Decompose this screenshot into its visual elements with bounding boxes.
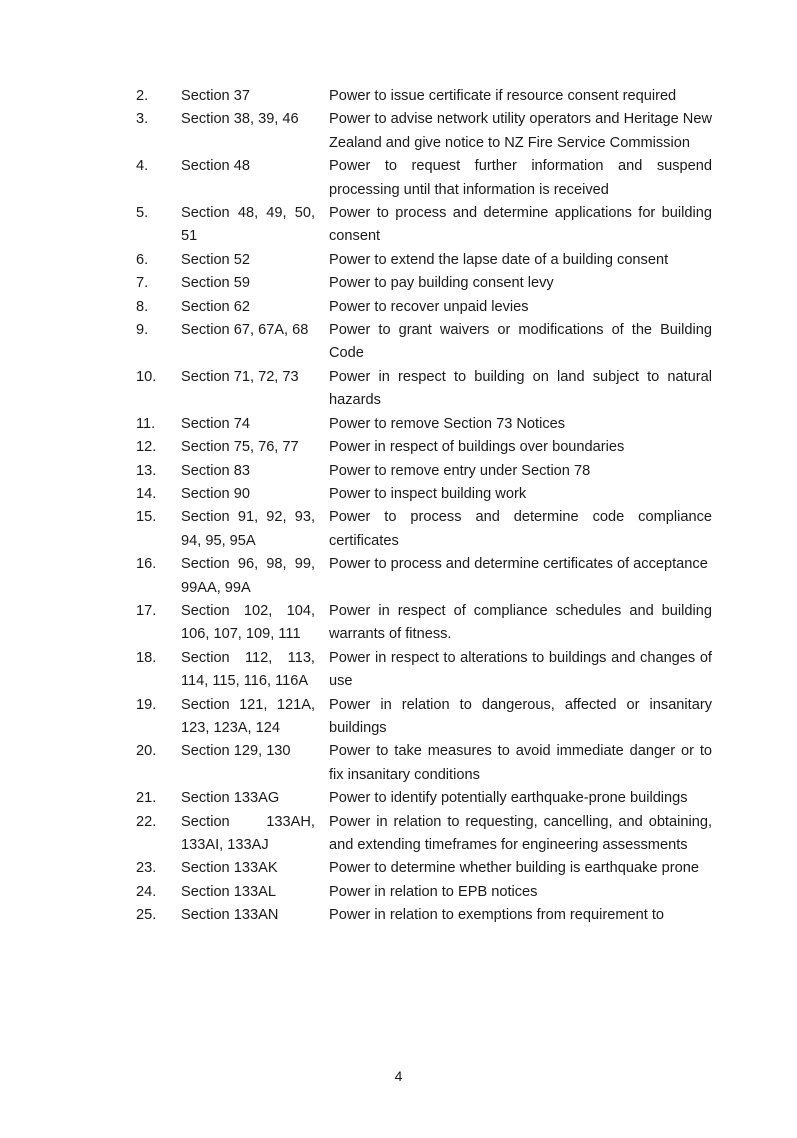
power-description: Power in relation to EPB notices bbox=[329, 883, 538, 900]
power-description: Power to grant waivers or modifications of the Building Code bbox=[329, 322, 712, 362]
power-description: Power in relation to dangerous, affected or insanitary buildings bbox=[329, 696, 712, 736]
row-number: 9. bbox=[136, 322, 149, 339]
section-reference: Section 121, 121A, 123, 123A, 124 bbox=[181, 696, 315, 736]
section-reference: Section 48, 49, 50, 51 bbox=[181, 205, 315, 245]
table-row bbox=[136, 108, 712, 155]
row-number: 22. bbox=[136, 813, 157, 830]
table-row bbox=[136, 413, 712, 436]
section-reference: Section 38, 39, 46 bbox=[181, 111, 299, 128]
row-number: 25. bbox=[136, 907, 157, 924]
section-reference: Section 96, 98, 99, 99AA, 99A bbox=[181, 556, 315, 596]
power-description: Power in respect of compliance schedules and building warrants of fitness. bbox=[329, 602, 712, 643]
power-description: Power to process and determine code compliance certificates bbox=[329, 509, 712, 549]
table-row bbox=[136, 155, 712, 202]
page-number: 4 bbox=[394, 1068, 403, 1084]
power-description: Power in relation to requesting, cancelling, and obtaining, and extending timeframes for engineering assessments bbox=[329, 813, 712, 853]
row-number: 16. bbox=[136, 556, 157, 573]
table-row bbox=[136, 600, 712, 647]
power-description: Power to issue certificate if resource consent required bbox=[329, 88, 677, 104]
section-reference: Section 52 bbox=[181, 251, 250, 268]
table-row bbox=[136, 202, 712, 249]
row-number: 12. bbox=[136, 439, 157, 456]
table-row bbox=[136, 647, 712, 694]
power-description: Power to process and determine certificates of acceptance bbox=[329, 556, 708, 573]
table-row bbox=[136, 272, 712, 295]
table-row bbox=[136, 436, 712, 459]
table-row bbox=[136, 366, 712, 413]
section-reference: Section 133AN bbox=[181, 907, 279, 924]
table-row bbox=[136, 787, 712, 810]
row-number: 17. bbox=[136, 602, 157, 619]
row-number: 7. bbox=[136, 275, 149, 292]
row-number: 4. bbox=[136, 158, 149, 175]
section-reference: Section 112, 113, 114, 115, 116, 116A bbox=[181, 649, 315, 690]
power-description: Power to recover unpaid levies bbox=[329, 298, 529, 315]
row-number: 14. bbox=[136, 485, 157, 502]
table-row bbox=[136, 460, 712, 483]
power-description: Power in relation to exemptions from requirement to bbox=[329, 907, 665, 924]
power-description: Power to pay building consent levy bbox=[329, 275, 554, 292]
row-number: 3. bbox=[136, 111, 149, 128]
row-number: 19. bbox=[136, 696, 157, 713]
table-row bbox=[136, 296, 712, 319]
row-number: 11. bbox=[136, 415, 156, 432]
section-reference: Section 37 bbox=[181, 88, 250, 104]
power-description: Power to inspect building work bbox=[329, 485, 527, 502]
table-row bbox=[136, 694, 712, 741]
section-reference: Section 67, 67A, 68 bbox=[181, 322, 309, 339]
power-description: Power to remove entry under Section 78 bbox=[329, 462, 591, 479]
table-row bbox=[136, 319, 712, 366]
section-reference: Section 129, 130 bbox=[181, 743, 291, 760]
section-reference: Section 91, 92, 93, 94, 95, 95A bbox=[181, 509, 315, 549]
table-row bbox=[136, 811, 712, 858]
section-reference: Section 133AK bbox=[181, 860, 278, 877]
delegations-table bbox=[136, 85, 712, 928]
row-number: 5. bbox=[136, 205, 149, 222]
row-number: 2. bbox=[136, 88, 149, 104]
section-reference: Section 74 bbox=[181, 415, 250, 432]
section-reference: Section 133AH, 133AI, 133AJ bbox=[181, 813, 315, 853]
row-number: 6. bbox=[136, 251, 149, 268]
row-number: 8. bbox=[136, 298, 149, 315]
section-reference: Section 71, 72, 73 bbox=[181, 368, 299, 385]
row-number: 13. bbox=[136, 462, 157, 479]
section-reference: Section 59 bbox=[181, 275, 250, 292]
table-row bbox=[136, 483, 712, 506]
row-number: 24. bbox=[136, 883, 157, 900]
power-description: Power in respect to building on land subject to natural hazards bbox=[329, 368, 712, 409]
power-description: Power to request further information and suspend processing until that information is received bbox=[329, 158, 712, 198]
power-description: Power to process and determine applications for building consent bbox=[329, 205, 712, 245]
power-description: Power to identify potentially earthquake-prone buildings bbox=[329, 790, 688, 807]
table-row bbox=[136, 904, 712, 927]
row-number: 18. bbox=[136, 649, 157, 666]
power-description: Power to extend the lapse date of a building consent bbox=[329, 251, 669, 268]
power-description: Power in respect of buildings over boundaries bbox=[329, 439, 625, 456]
table-row bbox=[136, 249, 712, 272]
table-row bbox=[136, 857, 712, 880]
power-description: Power to determine whether building is earthquake prone bbox=[329, 860, 699, 877]
table-row bbox=[136, 85, 712, 108]
row-number: 21. bbox=[136, 790, 157, 807]
section-reference: Section 133AL bbox=[181, 883, 276, 900]
power-description: Power in respect to alterations to buildings and changes of use bbox=[329, 649, 712, 690]
section-reference: Section 102, 104, 106, 107, 109, 111 bbox=[181, 602, 315, 643]
row-number: 23. bbox=[136, 860, 157, 877]
row-number: 10. bbox=[136, 368, 157, 385]
section-reference: Section 75, 76, 77 bbox=[181, 439, 299, 456]
section-reference: Section 48 bbox=[181, 158, 250, 175]
row-number: 20. bbox=[136, 743, 157, 760]
section-reference: Section 133AG bbox=[181, 790, 280, 807]
table-row bbox=[136, 553, 712, 600]
power-description: Power to remove Section 73 Notices bbox=[329, 415, 566, 432]
section-reference: Section 90 bbox=[181, 485, 250, 502]
power-description: Power to take measures to avoid immediate danger or to fix insanitary conditions bbox=[329, 743, 712, 783]
section-reference: Section 83 bbox=[181, 462, 250, 479]
table-row bbox=[136, 740, 712, 787]
table-row bbox=[136, 506, 712, 553]
row-number: 15. bbox=[136, 509, 157, 526]
section-reference: Section 62 bbox=[181, 298, 250, 315]
power-description: Power to advise network utility operators and Heritage New Zealand and give notice to NZ Fire Service Commission bbox=[329, 111, 712, 151]
table-row bbox=[136, 881, 712, 904]
table-body bbox=[136, 85, 712, 928]
